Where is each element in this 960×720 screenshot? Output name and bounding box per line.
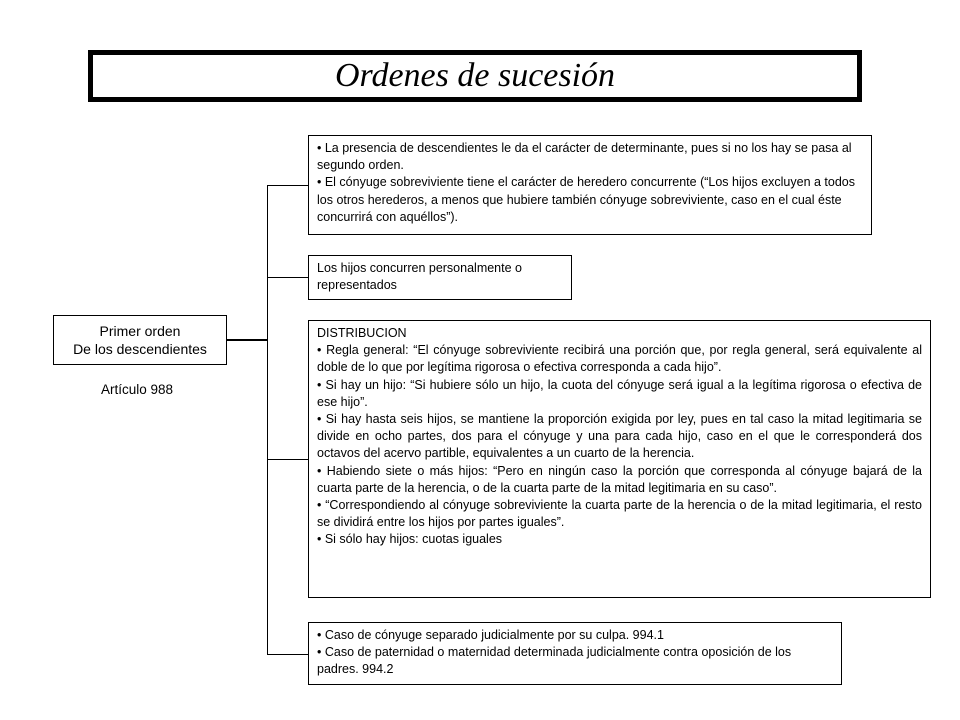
root-node <box>53 315 227 365</box>
presence-item: • La presencia de descendientes le da el carácter de determinante, pues si no los hay se pasa al segundo orden. <box>317 141 852 173</box>
connector-root-horizontal <box>227 339 268 341</box>
casos-item: • Caso de paternidad o maternidad determinada judicialmente contra oposición de los padres. 994.2 <box>317 645 792 677</box>
distribucion-box <box>308 320 931 598</box>
distribucion-item: • “Correspondiendo al cónyuge sobreviviente la cuarta parte de la herencia o de la mitad legitimaria, el resto se dividirá entre los hijos por partes iguales”. <box>317 498 922 530</box>
article-label: Artículo 988 <box>101 382 174 397</box>
distribucion-heading: DISTRIBUCION <box>317 326 407 340</box>
connector-vertical-trunk <box>267 185 268 655</box>
casos-item: • Caso de cónyuge separado judicialmente por su culpa. 994.1 <box>317 628 664 642</box>
connector-to-distribucion <box>267 459 308 460</box>
root-line-1: Primer orden <box>99 323 181 339</box>
distribucion-item: • Regla general: “El cónyuge sobreviviente recibirá una porción que, por regla general, será equivalente al doble de lo que por legítima rigorosa o efectiva corresponda a cada hijo”. <box>317 343 922 375</box>
distribucion-item: • Si hay hasta seis hijos, se mantiene la proporción exigida por ley, pues en tal caso la mitad legitimaria se divide en ocho partes, dos para el cónyuge y una para cada hijo, caso en el que le corresponderá dos octavos del acervo partible, equivalentes a un cuarto de la herencia. <box>317 412 922 461</box>
connector-to-casos <box>267 654 308 655</box>
hijos-text: Los hijos concurren personalmente o representados <box>317 261 522 293</box>
presence-item: • El cónyuge sobreviviente tiene el carácter de heredero concurrente (“Los hijos excluyen a todos los otros herederos, a menos que hubiere también cónyuge sobreviviente, caso en el cual éste concurrirá con aquéllos”). <box>317 175 856 224</box>
casos-box <box>308 622 842 685</box>
title-box <box>88 50 862 102</box>
page-title: Ordenes de sucesión <box>334 57 616 94</box>
distribucion-item: • Habiendo siete o más hijos: “Pero en ningún caso la porción que corresponda al cónyuge bajará de la cuarta parte de la herencia, o de la cuarta parte de la mitad legitimaria en su caso”. <box>317 463 922 495</box>
presence-box <box>308 135 872 235</box>
distribucion-item: • Si sólo hay hijos: cuotas iguales <box>317 532 503 547</box>
distribucion-item: • Si hay un hijo: “Si hubiere sólo un hijo, la cuota del cónyuge será igual a la legítima rigorosa o efectiva de ese hijo”. <box>317 377 922 409</box>
connector-to-hijos <box>267 277 308 278</box>
root-line-2: De los descendientes <box>73 341 207 357</box>
hijos-box <box>308 255 572 300</box>
connector-to-presence <box>267 185 308 186</box>
